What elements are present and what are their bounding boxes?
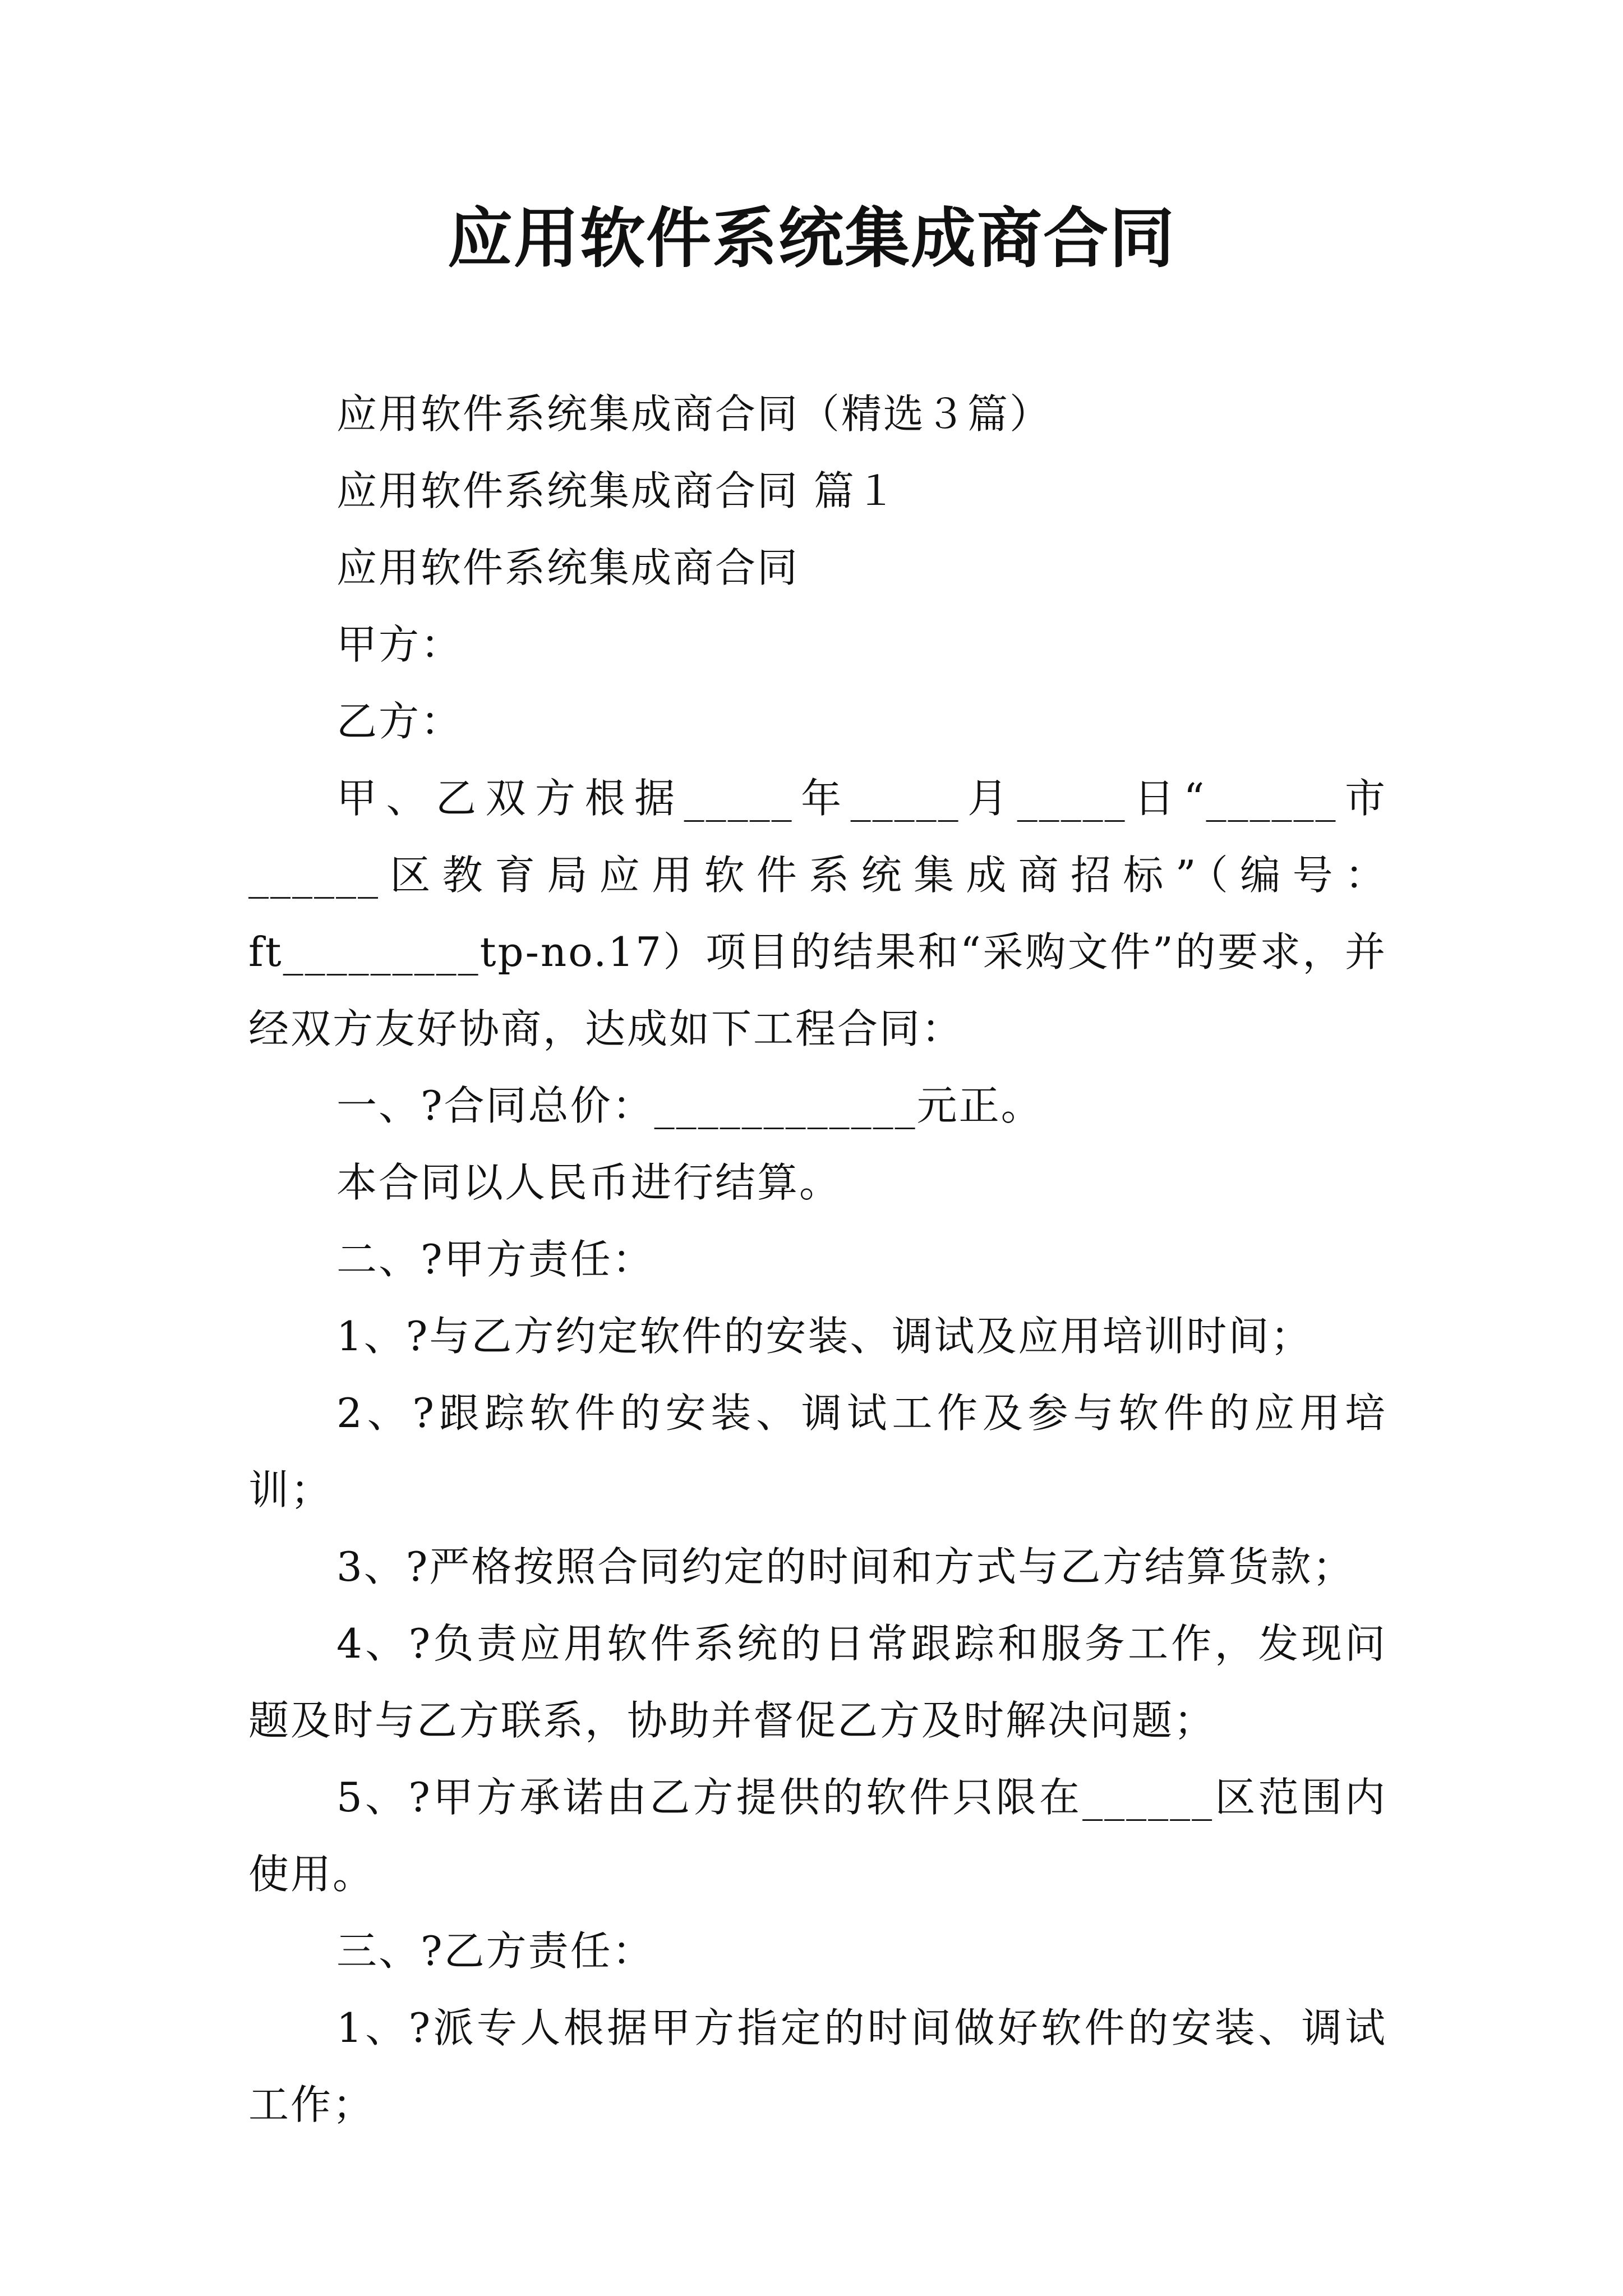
paragraph-settlement: 本合同以人民币进行结算。 <box>336 1159 842 1206</box>
paragraph-item: 5、?甲方承诺由乙方提供的软件只限在______区范围内使用。 <box>248 1774 1387 1898</box>
paragraph-item: 4、?负责应用软件系统的日常跟踪和服务工作，发现问题及时与乙方联系，协助并督促乙方及时解决问题； <box>248 1620 1387 1744</box>
paragraph-item: 2、?跟踪软件的安装、调试工作及参与软件的应用培训； <box>248 1389 1387 1513</box>
document-body <box>248 376 1387 2143</box>
paragraph-item: 1、?派专人根据甲方指定的时间做好软件的安装、调试工作； <box>248 2004 1387 2128</box>
paragraph-preamble: 甲、乙双方根据_____年_____月_____日“______市______区教育局应用软件系统集成商招标”（编号：ft_________tp-no.17）项目的结果和“采购文件”的要求，并经双方友好协商，达成如下工程合同： <box>248 775 1387 1052</box>
paragraph-party-a: 甲方： <box>336 621 463 668</box>
paragraph-item: 1、?与乙方约定软件的安装、调试及应用培训时间； <box>336 1313 1313 1360</box>
paragraph-section-1: 一、?合同总价：____________元正。 <box>336 1082 1043 1129</box>
paragraph-subtitle: 应用软件系统集成商合同（精选３篇） <box>336 390 1052 438</box>
document-title: 应用软件系统集成商合同 <box>448 200 1175 277</box>
paragraph-section-2: 二、?甲方责任： <box>336 1236 654 1283</box>
paragraph-part-heading: 应用软件系统集成商合同 篇１ <box>336 467 898 514</box>
paragraph-contract-name: 应用软件系统集成商合同 <box>336 544 800 591</box>
paragraph-item: 3、?严格按照合同约定的时间和方式与乙方结算货款； <box>336 1543 1355 1590</box>
paragraph-section-3: 三、?乙方责任： <box>336 1927 654 1975</box>
paragraph-party-b: 乙方： <box>336 698 463 745</box>
